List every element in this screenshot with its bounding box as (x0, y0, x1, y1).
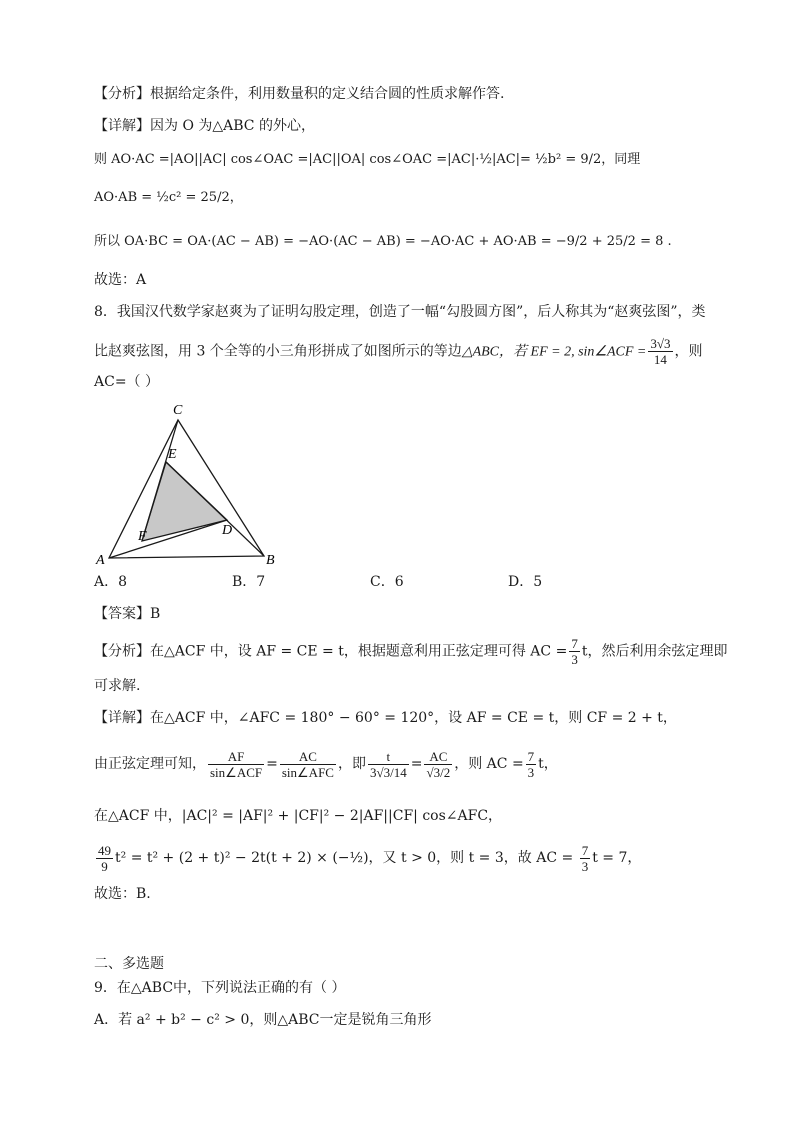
q8-analysis-frac-den: 3 (571, 652, 578, 667)
q8-sin-num: 3√3 (650, 336, 671, 351)
q8-sin-fraction (648, 336, 672, 367)
sine-tail: ，则 AC = (454, 756, 524, 772)
detail-line-1 (94, 116, 315, 136)
q8-detail-line-1 (94, 708, 677, 728)
sine-frac-4 (424, 749, 452, 780)
sine-frac-1 (208, 749, 264, 780)
sine-frac-3-num: t (368, 749, 409, 765)
detail-text: 因为 O 为△ABC 的外心， (150, 118, 315, 134)
final-frac (96, 843, 113, 874)
q8-analysis-line-2: 可求解. (94, 678, 141, 694)
answer-value: B (150, 606, 161, 622)
q8-analysis-frac (569, 636, 580, 667)
q8-stem-2c: ，则 (674, 343, 703, 360)
q9-stem: 9．在△ABC中，下列说法正确的有（ ） (94, 980, 346, 996)
sine-frac-4-den: √3/2 (426, 764, 451, 780)
q8-analysis-1: 在△ACF 中，设 AF = CE = t，根据题意利用正弦定理可得 AC = (150, 643, 568, 660)
sine-frac-1-num: AF (208, 749, 264, 765)
q8-answer (94, 604, 160, 624)
q8-analysis-line-1 (94, 636, 727, 667)
final-equation: t² = t² + (2 + t)² − 2t(t + 2) × (−½)，又 t > 0，则 t = 3，故 AC = (115, 850, 578, 866)
label-c: C (173, 403, 183, 418)
analysis-tag: 【分析】 (94, 86, 150, 102)
sine-end: t， (538, 756, 558, 772)
label-f: F (138, 529, 147, 544)
q8-sine-law-line (94, 744, 558, 784)
sine-result-num: 7 (527, 748, 535, 764)
sine-result-den: 3 (527, 764, 535, 780)
sine-frac-3-den: 3√3/14 (369, 764, 407, 780)
sine-frac-2-num: AC (280, 749, 336, 765)
q8-select: 故选：B. (94, 886, 151, 902)
sine-eq-2: = (410, 756, 423, 772)
inner-triangle (142, 462, 227, 541)
label-a: A (96, 553, 105, 568)
option-c: C．6 (370, 574, 404, 590)
sine-frac-1-den: sin∠ACF (210, 764, 263, 780)
sine-frac-3 (368, 749, 409, 780)
label-e: E (168, 447, 177, 462)
q9-option-a: A．若 a² + b² − c² > 0，则△ABC一定是锐角三角形 (94, 1012, 432, 1028)
q8-final-line (94, 840, 641, 876)
q8-stem-line-3: AC=（ ） (94, 374, 160, 390)
q8-analysis-tag: 【分析】 (94, 643, 150, 660)
final-frac-num: 49 (98, 842, 111, 858)
sine-frac-2-den: sin∠AFC (281, 764, 334, 780)
q8-stem-line-1: 8．我国汉代数学家赵爽为了证明勾股定理，创造了一幅“勾股圆方图”，后人称其为“赵爽弦图”，类 (94, 304, 706, 320)
final-result-den: 3 (581, 858, 589, 874)
label-d: D (222, 523, 233, 538)
q8-stem-2b: △ABC，若 EF = 2, sin∠ACF = (461, 344, 647, 360)
answer-tag: 【答案】 (94, 606, 150, 622)
equation-line-2: AO·AB = ½c² = 25/2， (94, 190, 243, 205)
detail-tag: 【详解】 (94, 118, 150, 134)
q8-options (94, 572, 542, 592)
final-end: t = 7， (592, 850, 642, 866)
analysis-line-1 (94, 84, 504, 104)
option-d: D．5 (508, 574, 543, 590)
q8-cos-law-line: 在△ACF 中，|AC|² = |AF|² + |CF|² − 2|AF||CF| cos∠AFC， (94, 808, 503, 824)
q8-analysis-frac-num: 7 (571, 636, 578, 651)
sine-eq: = (266, 756, 278, 772)
q8-stem-2a: 比赵爽弦图，用 3 个全等的小三角形拼成了如图所示的等边 (94, 343, 462, 360)
q8-detail-tag: 【详解】 (94, 710, 150, 726)
sine-prefix: 由正弦定理可知， (94, 756, 206, 772)
label-b: B (266, 553, 275, 568)
final-frac-den: 9 (101, 858, 108, 874)
sine-result-frac (526, 749, 537, 780)
triangle-figure (94, 398, 284, 568)
q8-detail-1: 在△ACF 中，∠AFC = 180° − 60° = 120°，设 AF = CE = t，则 CF = 2 + t， (150, 710, 677, 726)
answer-line: 故选：A (94, 272, 147, 288)
q8-stem-line-2 (94, 336, 703, 367)
q8-sin-den: 14 (653, 352, 667, 367)
option-a: A．8 (94, 574, 128, 590)
equation-line-3: 所以 OA·BC = OA·(AC − AB) = −AO·(AC − AB) = −AO·AC + AO·AB = −9/2 + 25/2 = 8 . (94, 234, 672, 249)
sine-mid: ，即 (337, 756, 366, 772)
analysis-text: 根据给定条件，利用数量积的定义结合圆的性质求解作答. (150, 86, 505, 102)
sine-frac-4-num: AC (424, 749, 452, 765)
q8-analysis-2: t，然后利用余弦定理即 (581, 643, 728, 660)
section-title: 二、多选题 (94, 956, 164, 972)
sine-frac-2 (280, 749, 336, 780)
final-result-num: 7 (581, 842, 589, 858)
equation-line-1: 则 AO·AC =|AO||AC| cos∠OAC =|AC||OA| cos∠OAC =|AC|·½|AC|= ½b² = 9/2，同理 (94, 152, 641, 167)
final-result-frac (580, 843, 591, 874)
option-b: B．7 (232, 574, 266, 590)
